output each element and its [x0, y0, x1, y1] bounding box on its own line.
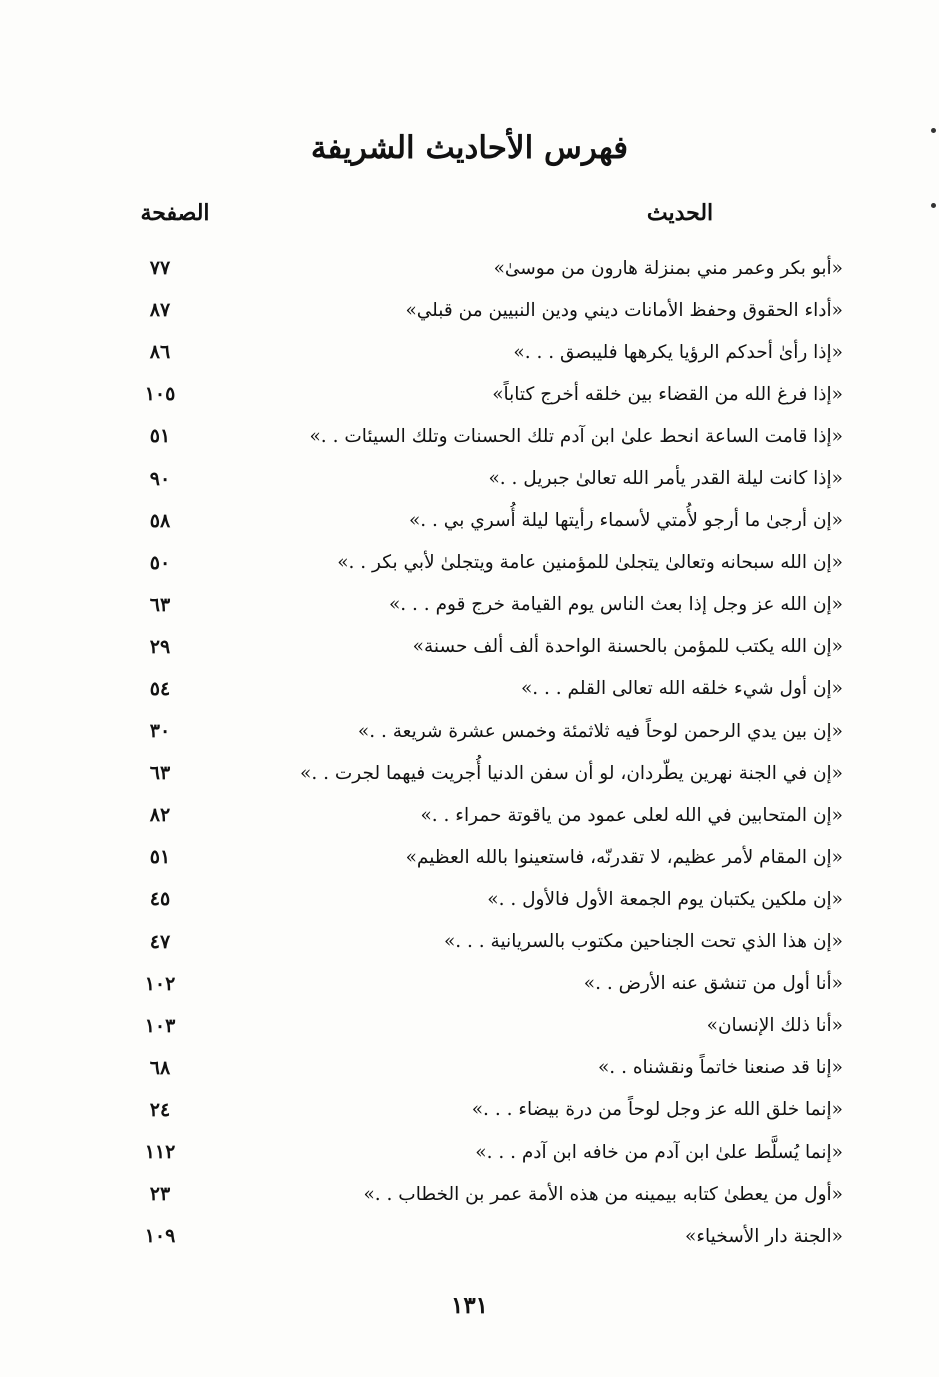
entry-page-number: ٩٠	[149, 467, 171, 490]
index-entry	[120, 794, 845, 836]
entry-hadith-text: «إن الله يكتب للمؤمن بالحسنة الواحدة ألف ألف حسنة»	[412, 636, 843, 658]
entry-page-number: ١٠٥	[144, 383, 176, 406]
entry-hadith-text: «إذا رأىٰ أحدكم الرؤيا يكرهها فليبصق . . .»	[513, 341, 843, 363]
entry-hadith-text: «إنما خلق الله عز وجل لوحاً من درة بيضاء . . .»	[471, 1099, 843, 1121]
entry-page-number: ٨٦	[149, 341, 171, 364]
entry-page-number: ٨٧	[149, 299, 171, 322]
index-entry	[120, 836, 845, 878]
entry-page-number: ٢٩	[149, 635, 171, 658]
page-edge-dot	[931, 203, 936, 208]
index-entry	[120, 963, 845, 1005]
entry-page-number: ٢٣	[149, 1183, 171, 1206]
entry-page-number: ٦٣	[149, 593, 171, 616]
index-entry	[120, 247, 845, 289]
entry-page-number: ٤٥	[149, 888, 171, 911]
index-entry	[120, 1089, 845, 1131]
entry-hadith-text: «إن ملكين يكتبان يوم الجمعة الأول فالأول . .»	[487, 888, 843, 910]
index-entry	[120, 752, 845, 794]
entry-hadith-text: «أول من يعطىٰ كتابه بيمينه من هذه الأمة عمر بن الخطاب . .»	[363, 1183, 843, 1205]
entry-page-number: ٥٤	[149, 677, 171, 700]
entry-hadith-text: «إن الله عز وجل إذا بعث الناس يوم القيامة خرج قوم . . .»	[388, 594, 843, 616]
index-entry	[120, 921, 845, 963]
index-entry	[120, 710, 845, 752]
entry-hadith-text: «إن أرجىٰ ما أرجو لأُمتي لأسماء رأيتها ليلة أُسري بي . .»	[408, 510, 843, 532]
entry-hadith-text: «إنما يُسلَّط علىٰ ابن آدم من خافه ابن آدم . . .»	[475, 1141, 843, 1163]
index-entry	[120, 289, 845, 331]
entry-page-number: ٥١	[149, 425, 171, 448]
index-entry	[120, 668, 845, 710]
entry-hadith-text: «أنا أول من تنشق عنه الأرض . .»	[583, 973, 843, 995]
entry-hadith-text: «إذا كانت ليلة القدر يأمر الله تعالىٰ جبريل . .»	[488, 468, 843, 490]
index-entry	[120, 415, 845, 457]
entry-page-number: ١٠٣	[144, 1014, 176, 1037]
index-entry	[120, 878, 845, 920]
index-entry	[120, 1047, 845, 1089]
column-header-page: الصفحة	[140, 200, 210, 226]
entry-page-number: ٥٨	[149, 509, 171, 532]
entry-hadith-text: «إن أول شيء خلقه الله تعالى القلم . . .»	[520, 678, 843, 700]
entry-page-number: ٢٤	[149, 1098, 171, 1121]
entry-hadith-text: «إن في الجنة نهرين يطّردان، لو أن سفن الدنيا أُجريت فيهما لجرت . .»	[300, 762, 843, 784]
index-entry	[120, 1131, 845, 1173]
entry-page-number: ٦٣	[149, 762, 171, 785]
entry-hadith-text: «إن الله سبحانه وتعالىٰ يتجلىٰ للمؤمنين عامة ويتجلىٰ لأبي بكر . .»	[337, 552, 843, 574]
index-entry	[120, 542, 845, 584]
entry-hadith-text: «أداء الحقوق وحفظ الأمانات ديني ودين النبيين من قبلي»	[405, 299, 843, 321]
entry-hadith-text: «إن هذا الذي تحت الجناحين مكتوب بالسريانية . . .»	[443, 931, 843, 953]
index-entry	[120, 1215, 845, 1257]
entry-hadith-text: «إنا قد صنعنا خاتماً ونقشناه . .»	[597, 1057, 843, 1079]
entry-page-number: ١١٢	[144, 1141, 176, 1164]
index-entry	[120, 373, 845, 415]
page-number: ١٣١	[450, 1292, 489, 1319]
entry-hadith-text: «إن المتحابين في الله لعلى عمود من ياقوتة حمراء . .»	[420, 804, 843, 826]
index-entry	[120, 331, 845, 373]
index-entry	[120, 1173, 845, 1215]
page-title: فهرس الأحاديث الشريفة	[310, 130, 629, 166]
entry-hadith-text: «أبو بكر وعمر مني بمنزلة هارون من موسىٰ»	[493, 257, 843, 279]
index-entry	[120, 500, 845, 542]
index-entry	[120, 584, 845, 626]
column-header-hadith: الحديث	[646, 200, 714, 226]
entry-hadith-text: «أنا ذلك الإنسان»	[706, 1015, 843, 1037]
index-entry	[120, 1005, 845, 1047]
entry-hadith-text: «الجنة دار الأسخياء»	[685, 1225, 843, 1247]
entry-page-number: ٦٨	[149, 1056, 171, 1079]
entry-hadith-text: «إذا قامت الساعة انحط علىٰ ابن آدم تلك الحسنات وتلك السيئات . .»	[309, 425, 843, 447]
entry-hadith-text: «إذا فرغ الله من القضاء بين خلقه أخرج كتاباً»	[492, 383, 843, 405]
entry-page-number: ٥١	[149, 846, 171, 869]
entry-hadith-text: «إن بين يدي الرحمن لوحاً فيه ثلاثمئة وخمس عشرة شريعة . .»	[357, 720, 843, 742]
entry-hadith-text: «إن المقام لأمر عظيم، لا تقدرنّه، فاستعينوا بالله العظيم»	[405, 846, 843, 868]
hadith-index-list	[120, 247, 845, 1257]
entry-page-number: ٨٢	[149, 804, 171, 827]
index-entry	[120, 626, 845, 668]
entry-page-number: ٥٠	[149, 551, 171, 574]
entry-page-number: ٣٠	[149, 720, 171, 743]
entry-page-number: ٧٧	[149, 257, 171, 280]
entry-page-number: ١٠٩	[144, 1225, 176, 1248]
index-entry	[120, 457, 845, 499]
entry-page-number: ٤٧	[149, 930, 171, 953]
entry-page-number: ١٠٢	[144, 972, 176, 995]
